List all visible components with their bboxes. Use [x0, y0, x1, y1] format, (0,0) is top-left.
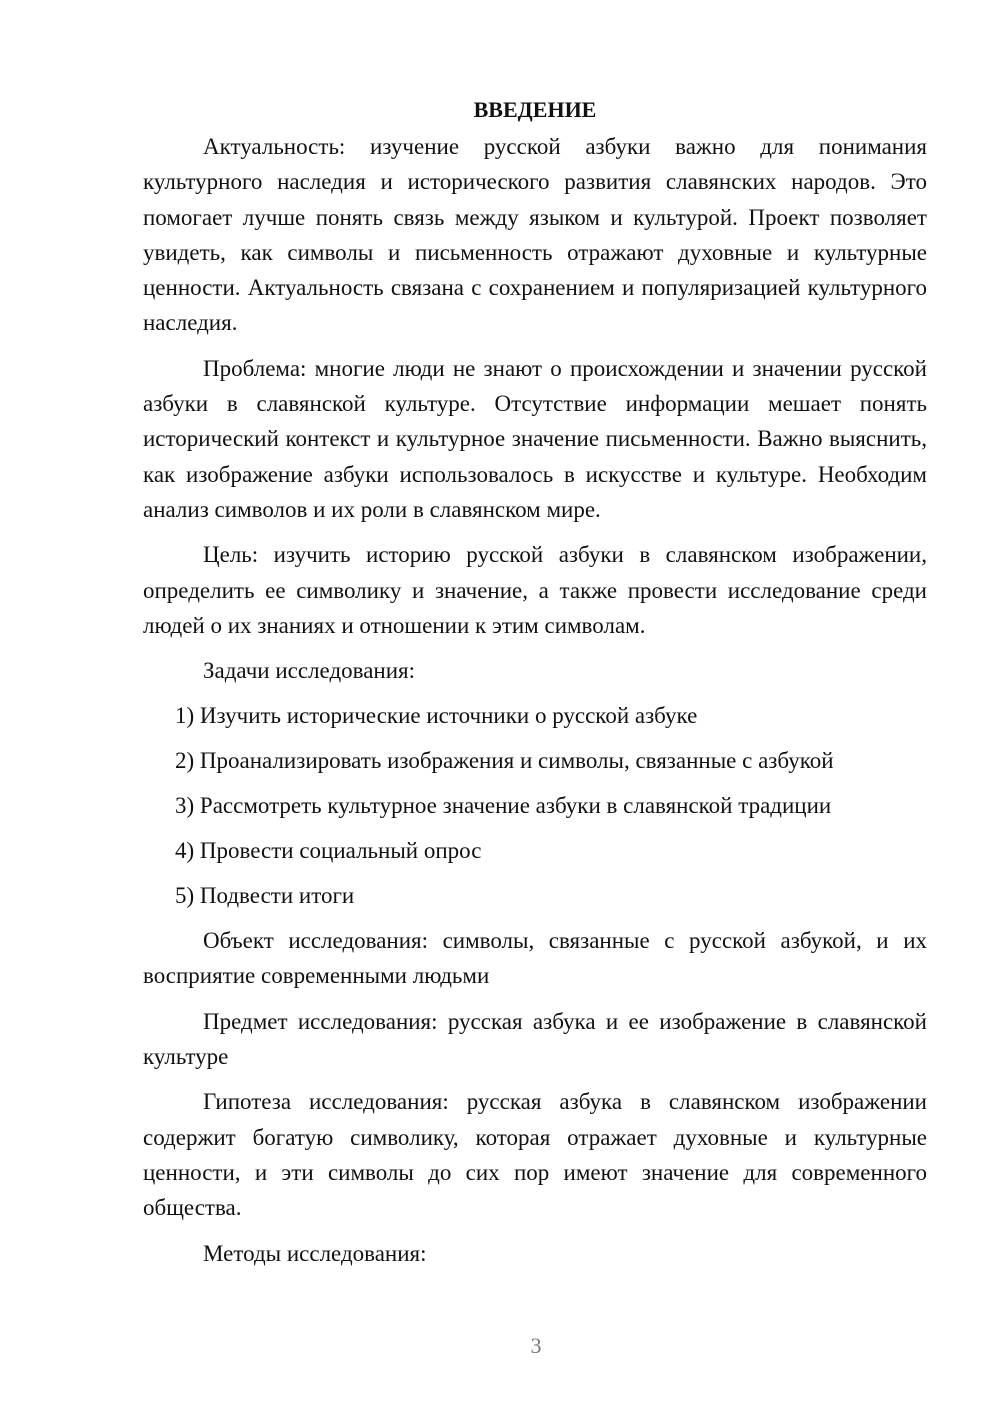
task-item-2: 2) Проанализировать изображения и символы, связанные с азбукой	[175, 748, 834, 774]
section-title: ВВЕДЕНИЕ	[473, 97, 597, 122]
relevance-paragraph: Актуальность: изучение русской азбуки важно для понимания культурного наследия и исторического развития славянских народов. Это помогает лучше понять связь между языком и культурой. Проект позволяет увидеть, как символы и письменность отражают духовные и культурные ценности. Актуальность связана с сохранением и популяризацией культурного наследия.	[143, 134, 927, 336]
task-item-4: 4) Провести социальный опрос	[175, 838, 482, 864]
hypothesis-paragraph: Гипотеза исследования: русская азбука в славянском изображении содержит богатую символику, которая отражает духовные и культурные ценности, и эти символы до сих пор имеют значение для современного общества.	[143, 1089, 927, 1221]
subject-paragraph: Предмет исследования: русская азбука и ее изображение в славянской культуре	[143, 1008, 927, 1070]
problem-paragraph: Проблема: многие люди не знают о происхождении и значении русской азбуки в славянской культуре. Отсутствие информации мешает понять исторический контекст и культурное значение письменности. Важно выяснить, как изображение азбуки использовалось в искусстве и культуре. Необходим анализ символов и их роли в славянском мире.	[143, 355, 927, 522]
object-paragraph: Объект исследования: символы, связанные с русской азбукой, и их восприятие современными людьми	[143, 928, 927, 989]
page-content	[143, 92, 927, 1281]
goal-paragraph: Цель: изучить историю русской азбуки в славянском изображении, определить ее символику и значение, а также провести исследование среди людей о их знаниях и отношении к этим символам.	[143, 542, 927, 638]
task-item-5: 5) Подвести итоги	[175, 883, 355, 909]
page-number: 3	[530, 1333, 542, 1358]
tasks-list	[143, 698, 927, 913]
tasks-heading: Задачи исследования:	[203, 658, 416, 684]
task-item-1: 1) Изучить исторические источники о русской азбуке	[175, 703, 698, 729]
task-item-3: 3) Рассмотреть культурное значение азбуки в славянской традиции	[175, 793, 832, 819]
methods-heading: Методы исследования:	[203, 1240, 427, 1266]
